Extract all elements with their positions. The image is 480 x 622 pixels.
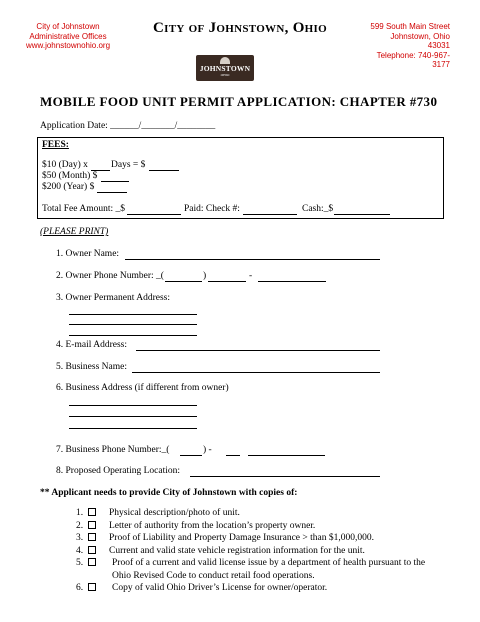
checkbox-icon[interactable]: [88, 533, 96, 544]
checkbox-icon[interactable]: [88, 521, 96, 532]
owner-address-line[interactable]: [69, 314, 197, 315]
checkbox-icon[interactable]: [88, 558, 96, 569]
owner-name-label: 1. Owner Name:: [56, 249, 120, 259]
owner-address-label: 3. Owner Permanent Address:: [56, 293, 170, 303]
req-text: Proof of a current and valid license issue by a department of health pursuant to the: [112, 558, 426, 568]
business-address-line[interactable]: [69, 428, 197, 429]
fees-check-input[interactable]: [243, 214, 297, 215]
business-address-label: 6. Business Address (if different from owner): [56, 383, 229, 393]
checkbox-icon[interactable]: [88, 546, 96, 557]
business-address-line[interactable]: [69, 416, 197, 417]
req-number: 4.: [76, 546, 84, 556]
req-text: Proof of Liability and Property Damage Insurance > than $1,000,000.: [109, 533, 374, 543]
business-phone-label: 7. Business Phone Number:_(: [56, 445, 170, 455]
owner-phone-prefix-input[interactable]: [208, 281, 246, 282]
req-text-continued: Ohio Revised Code to conduct retail food operations.: [112, 571, 315, 581]
header-right-line: 599 South Main Street: [370, 22, 450, 31]
checkbox-icon[interactable]: [88, 583, 96, 594]
logo-text: JOHNSTOWN: [199, 64, 251, 73]
header-right-line: Johnstown, Ohio 43031: [390, 31, 450, 50]
req-text: Copy of valid Ohio Driver’s License for owner/operator.: [112, 583, 328, 593]
fees-day-label: $10 (Day) x: [42, 160, 88, 170]
req-number: 2.: [76, 521, 84, 531]
header-left-line: City of Johnstown: [36, 22, 100, 31]
business-name-input[interactable]: [132, 372, 380, 373]
operating-location-input[interactable]: [190, 476, 380, 477]
req-number: 6.: [76, 583, 84, 593]
application-date-field[interactable]: Application Date: ______/_______/________: [40, 121, 216, 131]
fees-total-input[interactable]: [127, 214, 181, 215]
fees-cash-label: Cash:_$: [302, 204, 334, 214]
business-phone-sep: ) -: [203, 445, 212, 455]
owner-address-line[interactable]: [69, 335, 197, 336]
checkbox-icon[interactable]: [88, 508, 96, 519]
req-number: 3.: [76, 533, 84, 543]
fees-day-total-label: Days = $: [111, 160, 146, 170]
owner-name-input[interactable]: [125, 259, 380, 260]
header-right-line: Telephone: 740-967-3177: [376, 50, 450, 69]
business-address-line[interactable]: [69, 405, 197, 406]
fees-day-amount-input[interactable]: [149, 170, 179, 171]
johnstown-logo: [196, 55, 254, 81]
fees-cash-input[interactable]: [334, 214, 390, 215]
header-left-line: Administrative Offices: [29, 31, 107, 41]
business-phone-area-input[interactable]: [180, 455, 202, 456]
owner-phone-line-input[interactable]: [258, 281, 326, 282]
please-print-note: (PLEASE PRINT): [40, 227, 109, 237]
copies-heading: ** Applicant needs to provide City of Johnstown with copies of:: [40, 488, 298, 498]
business-name-label: 5. Business Name:: [56, 362, 127, 372]
req-text: Letter of authority from the location’s property owner.: [109, 521, 316, 531]
operating-location-label: 8. Proposed Operating Location:: [56, 466, 181, 476]
fees-heading: FEES:: [42, 140, 69, 150]
fees-check-label: Paid: Check #:: [184, 204, 240, 214]
req-text: Physical description/photo of unit.: [109, 508, 240, 518]
logo-subtext: OHIO: [220, 73, 230, 77]
fees-month-label: $50 (Month) $: [42, 171, 98, 181]
req-number: 1.: [76, 508, 84, 518]
owner-phone-area-input[interactable]: [165, 281, 202, 282]
business-phone-prefix-input[interactable]: [226, 455, 240, 456]
header-right-block: [366, 22, 450, 70]
email-input[interactable]: [136, 350, 380, 351]
req-number: 5.: [76, 558, 84, 568]
city-title: City of Johnstown, Ohio: [153, 20, 327, 36]
form-title: MOBILE FOOD UNIT PERMIT APPLICATION: CHAPTER #730: [40, 94, 438, 109]
owner-phone-dash: -: [249, 271, 253, 281]
owner-address-line[interactable]: [69, 324, 197, 325]
fees-year-label: $200 (Year) $: [42, 182, 95, 192]
owner-phone-paren: ): [203, 271, 207, 281]
fees-total-label: Total Fee Amount: _$: [42, 204, 125, 214]
business-phone-line-input[interactable]: [248, 455, 325, 456]
fees-month-amount-input[interactable]: [101, 181, 129, 182]
dome-icon: [220, 57, 230, 64]
email-label: 4. E-mail Address:: [56, 340, 127, 350]
req-text: Current and valid state vehicle registration information for the unit.: [109, 546, 365, 556]
header-left-block: [24, 22, 112, 51]
owner-phone-label: 2. Owner Phone Number: _(: [56, 271, 164, 281]
fees-year-amount-input[interactable]: [97, 192, 127, 193]
header-left-line: www.johnstownohio.org: [25, 41, 111, 50]
